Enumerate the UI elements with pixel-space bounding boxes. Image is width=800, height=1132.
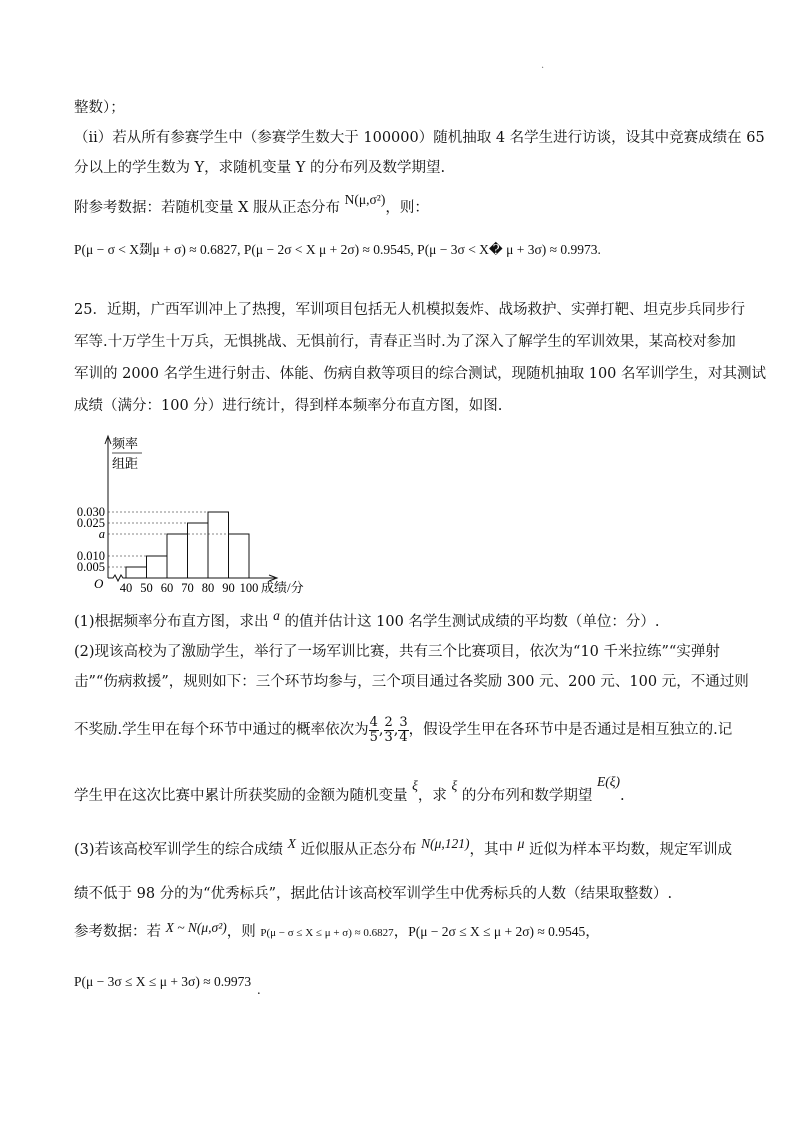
- histogram-bar-90-100: [229, 534, 250, 578]
- ref-prob-3: P(μ − 3σ ≤ X ≤ μ + 3σ) ≈ 0.9973: [74, 974, 252, 989]
- ref-prob-1: P(μ − σ ≤ X ≤ μ + σ) ≈ 0.6827: [260, 927, 394, 939]
- y-label-bottom: 组距: [112, 456, 139, 471]
- top-dot: .: [541, 60, 545, 71]
- histogram-bar-50-60: [147, 556, 168, 578]
- reference-data-line: 参考数据：若 X ~ N(μ,σ²)，则 P(μ − σ ≤ X ≤ μ + σ) ≈ 0.6827，P(μ − 2σ ≤ X ≤ μ + 2σ) ≈ 0.9545，: [74, 920, 600, 940]
- ref-prob-3-line: P(μ − 3σ ≤ X ≤ μ + 3σ) ≈ 0.9973.: [74, 974, 261, 997]
- histogram-bar-80-90: [208, 512, 229, 578]
- x-tick-label-40: 40: [119, 581, 133, 595]
- problem-25-line-2: 军等.十万学生十万兵，无惧挑战、无惧前行，青春正当时.为了深入了解学生的军训效果，某高校对参加: [74, 334, 736, 350]
- normal-dist-121: N(μ,121): [421, 836, 470, 851]
- ref-distribution: X ~ N(μ,σ²): [165, 920, 227, 935]
- y-tick-label-1: 0.025: [76, 516, 105, 530]
- xi-symbol-1: ξ: [412, 778, 418, 793]
- fraction-3-4: $\frac{3}{4}$: [399, 714, 408, 745]
- y-tick-label-3: 0.010: [76, 549, 105, 563]
- question-2-line-2: 击”“伤病救援”，规则如下：三个环节均参与，三个项目通过各奖励 300 元、200 元、100 元，不通过则: [74, 674, 749, 690]
- question-3-line-1: (3)若该高校军训学生的综合成绩 X 近似服从正态分布 N(μ,121)，其中 μ 近似为样本平均数，规定军训成: [74, 836, 733, 858]
- histogram-bar-40-50: [126, 567, 147, 578]
- expectation-symbol: E(ξ): [597, 774, 621, 789]
- question-3-line-2: 绩不低于 98 分的为“优秀标兵”，据此估计该高校军训学生中优秀标兵的人数（结果取整数）.: [74, 886, 673, 902]
- origin-label: O: [94, 576, 104, 591]
- question-1: [74, 608, 660, 632]
- y-tick-label-2: a: [98, 527, 105, 541]
- histogram-bar-60-70: [167, 534, 188, 578]
- question-2-line-1: (2)现该高校为了激励学生，举行了一场军训比赛，共有三个比赛项目，依次为“10 千米拉练”“实弹射: [74, 644, 720, 660]
- reference-intro: [74, 192, 429, 218]
- histogram-chart: [60, 428, 310, 600]
- question-1-prefix: (1)根据频率分布直方图，求出: [74, 614, 274, 630]
- text-line-3: 分以上的学生数为 Y，求随机变量 Y 的分布列及数学期望.: [74, 160, 446, 176]
- text-line-1: 整数）；: [74, 100, 125, 116]
- normal-dist-formula: N(μ,σ²): [344, 192, 386, 207]
- question-1-var: a: [273, 608, 280, 623]
- mu-symbol: μ: [517, 836, 525, 851]
- xi-symbol-2: ξ: [451, 778, 458, 793]
- x-tick-label-60: 60: [160, 581, 174, 595]
- x-tick-label-90: 90: [222, 581, 235, 595]
- x-axis-label: 成绩/分: [261, 580, 304, 595]
- y-label-top: 频率: [112, 436, 139, 451]
- reference-intro-text: 附参考数据：若随机变量 X 服从正态分布: [74, 200, 345, 216]
- question-2-line-3-suffix: ，假设学生甲在各环节中是否通过是相互独立的.记: [408, 722, 733, 738]
- y-tick-label-4: 0.005: [76, 560, 105, 574]
- problem-25-line-4: 成绩（满分：100 分）进行统计，得到样本频率分布直方图，如图.: [74, 398, 503, 414]
- problem-25-line-3: 军训的 2000 名学生进行射击、体能、伤病自救等项目的综合测试，现随机抽取 100 名军训学生，对其测试: [74, 366, 767, 382]
- probability-formula-line: P(μ − σ < X剟μ + σ) ≈ 0.6827, P(μ − 2σ < X μ + 2σ) ≈ 0.9545, P(μ − 3σ < X� μ + 3σ) ≈ 0.9973.: [74, 242, 601, 257]
- reference-intro-suffix: ，则：: [385, 200, 429, 216]
- fraction-2-3: $\frac{2}{3}$: [384, 714, 393, 745]
- question-2-line-3: 不奖励.学生甲在每个环节中通过的概率依次为 $\frac{4}{5}$ , $\frac{2}{3}$ , $\frac{3}{4}$ ，假设学生甲在各环节中是否通过是相互独立的.记: [74, 714, 733, 745]
- histogram-bar-70-80: [188, 523, 209, 578]
- x-tick-label-50: 50: [140, 581, 153, 595]
- ref-prob-2: P(μ − 2σ ≤ X ≤ μ + 2σ) ≈ 0.9545: [408, 924, 586, 939]
- question-2-line-4: 学生甲在这次比赛中累计所获奖励的金额为随机变量 ξ，求 ξ 的分布列和数学期望 E(ξ).: [74, 774, 625, 804]
- x-tick-label-100: 100: [239, 581, 259, 595]
- x-variable: X: [287, 836, 296, 851]
- x-tick-label-70: 70: [181, 581, 194, 595]
- question-2-line-3-prefix: 不奖励.学生甲在每个环节中通过的概率依次为: [74, 722, 369, 738]
- fraction-4-5: $\frac{4}{5}$: [369, 714, 378, 745]
- text-line-2: （ii）若从所有参赛学生中（参赛学生数大于 100000）随机抽取 4 名学生进行访谈，设其中竞赛成绩在 65: [74, 130, 765, 146]
- y-tick-label-0: 0.030: [76, 505, 105, 519]
- problem-25-line-1: 25．近期，广西军训冲上了热搜，军训项目包括无人机模拟轰炸、战场救护、实弹打靶、坦克步兵同步行: [74, 302, 745, 318]
- x-tick-label-80: 80: [201, 581, 215, 595]
- question-1-suffix: 的值并估计这 100 名学生测试成绩的平均数（单位：分）.: [279, 614, 660, 630]
